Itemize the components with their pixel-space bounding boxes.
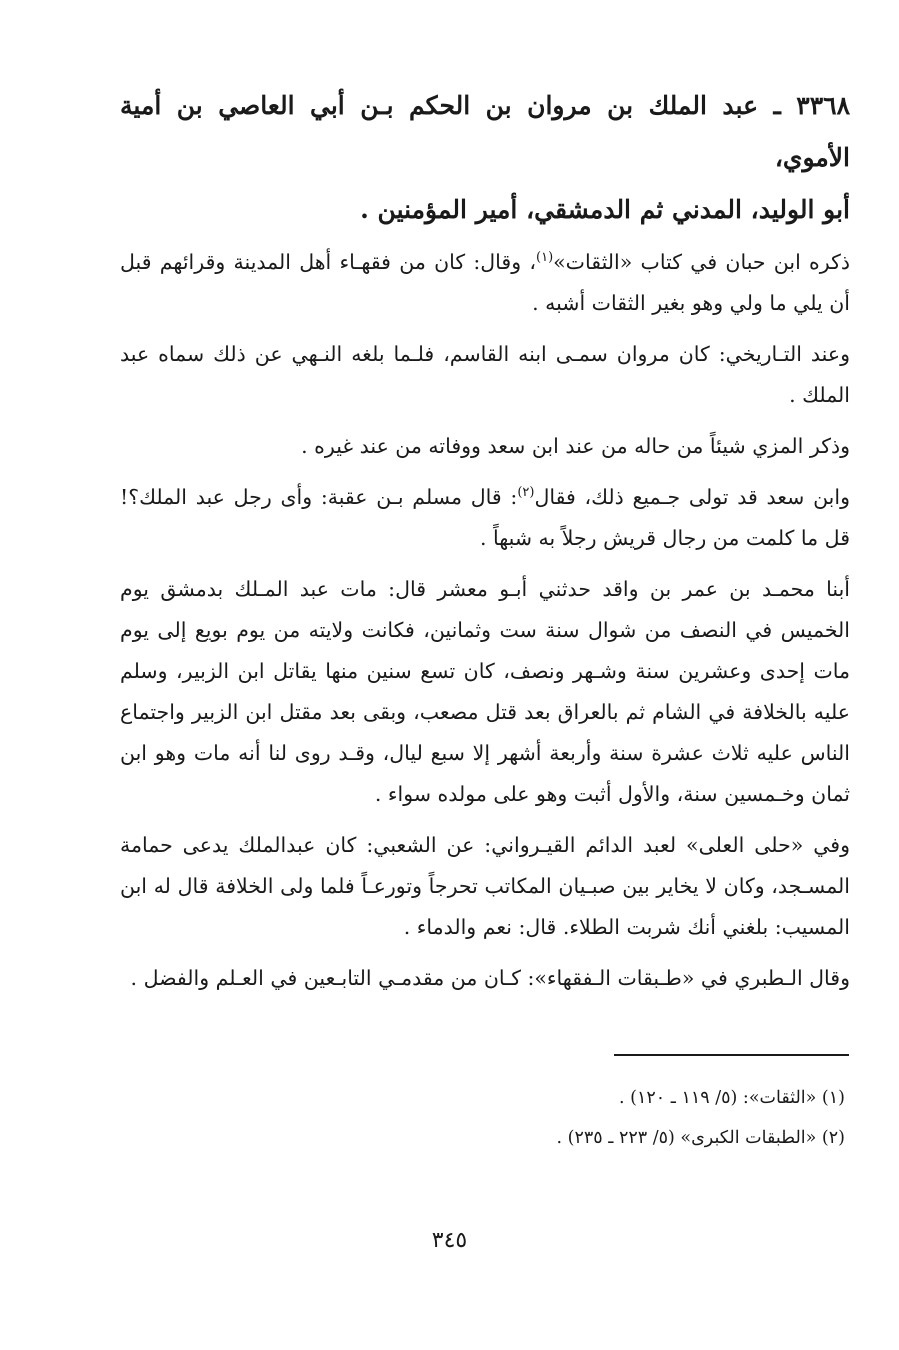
paragraph-text: وعند التـاريخي: كان مروان سمـى ابنه القاسم، فلـما بلغه النـهي عن ذلك سماه عبد الملك . bbox=[120, 342, 850, 407]
footnote-separator bbox=[614, 1054, 849, 1056]
paragraph-huli-al-ula bbox=[120, 825, 850, 948]
paragraph-text: وفي «حلى العلى» لعبد الدائم القيـرواني: عن الشعبي: كان عبدالملك يدعى حمامة المسـجد، وكان لا يخاير بين صبـيان المكاتب تحرجاً وتورعـاً فلما ولى الخلافة قال له ابن المسيب: بلغني أنك شربت الطلاء. قال: نعم والدماء . bbox=[120, 833, 850, 939]
paragraph-text: ، وقال: كان من فقهـاء أهل المدينة وقرائهم قبل أن يلي ما ولي وهو بغير الثقات أشبه . bbox=[120, 250, 850, 315]
footnote-ref-1: (١) bbox=[536, 250, 554, 266]
footnote-2: (٢) «الطبقات الكبرى» (٥/ ٢٢٣ ـ ٢٣٥) . bbox=[556, 1128, 845, 1148]
page-number: ٣٤٥ bbox=[431, 1228, 468, 1253]
paragraph-text: ذكره ابن حبان في كتاب «الثقات» bbox=[553, 250, 850, 274]
paragraph-abu-mashar bbox=[120, 569, 850, 815]
paragraph-text: : قال مسلم بـن عقبة: وأى رجل عبد الملك؟! قل ما كلمت من رجال قريش رجلاً به شبهاً . bbox=[120, 485, 850, 550]
paragraph-tabari bbox=[120, 958, 850, 999]
paragraph-mizzi bbox=[120, 426, 850, 467]
main-text bbox=[120, 80, 850, 1009]
paragraph-text: وذكر المزي شيئاً من حاله من عند ابن سعد ووفاته من عند غيره . bbox=[301, 434, 850, 458]
entry-heading-line-1: ٣٣٦٨ ـ عبد الملك بن مروان بن الحكم بـن أبي العاصي بن أمية الأموي، bbox=[120, 91, 850, 172]
paragraph-text: وقال الـطبري في «طـبقات الـفقهاء»: كـان من مقدمـي التابـعين في العـلم والفضل . bbox=[130, 966, 850, 990]
paragraph-text: وابن سعد قد تولى جـميع ذلك، فقال bbox=[534, 485, 850, 509]
entry-heading bbox=[120, 80, 850, 236]
paragraph-tarikhi bbox=[120, 334, 850, 416]
footnote-ref-2: (٢) bbox=[517, 485, 535, 501]
paragraph-ibn-saad bbox=[120, 477, 850, 559]
entry-heading-line-2: أبو الوليد، المدني ثم الدمشقي، أمير المؤمنين . bbox=[360, 195, 850, 224]
footnotes bbox=[120, 1078, 845, 1158]
paragraph-text: أبنا محمـد بن عمر بن واقد حدثني أبـو معشر قال: مات عبد المـلك بدمشق يوم الخميس في النصف من شوال سنة ست وثمانين، فكانت ولايته من يوم بويع إلى يوم مات إحدى وعشرين سنة وشـهر ونصف، كان تسع سنين منها يقاتل ابن الزبير، وسلم عليه بالخلافة في الشام ثم بالعراق بعد قتل مصعب، وبقى بعد مقتل ابن الزبير واجتماع الناس عليه ثلاث عشرة سنة وأربعة أشهر إلا سبع ليال، وقـد روى لنا أنه مات وهو ابن ثمان وخـمسين سنة، والأول أثبت وهو على مولده سواء . bbox=[120, 577, 850, 806]
footnote-1: (١) «الثقات»: (٥/ ١١٩ ـ ١٢٠) . bbox=[619, 1088, 845, 1108]
paragraph-ibn-hibban bbox=[120, 242, 850, 324]
